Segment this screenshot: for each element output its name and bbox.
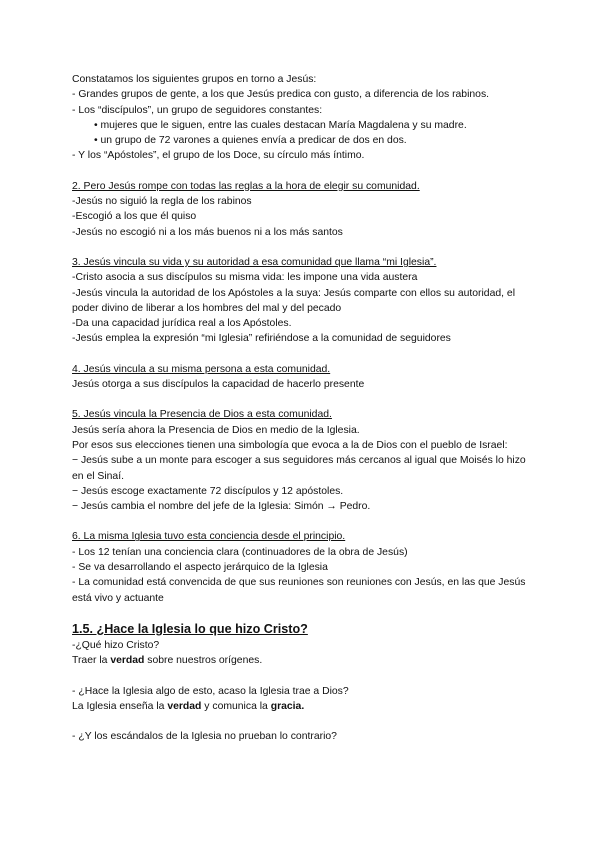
bold-word: verdad [110, 655, 145, 667]
intro-item: - Grandes grupos de gente, a los que Jesús predica con gusto, a diferencia de los rabinos. [72, 89, 490, 101]
intro-lead: Constatamos los siguientes grupos en torno a Jesús: [72, 74, 317, 85]
intro-item: - Y los “Apóstoles”, el grupo de los Doce, su círculo más íntimo. [72, 150, 365, 162]
section-3-heading: 3. Jesús vincula su vida y su autoridad a esa comunidad que llama “mi Iglesia”. [72, 256, 437, 268]
question-line: - ¿Y los escándalos de la Iglesia no prueban lo contrario? [72, 731, 337, 743]
section-4-heading: 4. Jesús vincula a su misma persona a esta comunidad. [72, 363, 331, 375]
document-body [72, 72, 532, 744]
section-3-line: -Jesús emplea la expresión “mi Iglesia” refiriéndose a la comunidad de seguidores [72, 333, 451, 345]
section-2-line: -Escogió a los que él quiso [72, 211, 197, 223]
section-1-5-heading: 1.5. ¿Hace la Iglesia lo que hizo Cristo? [72, 621, 308, 636]
section-2-heading: 2. Pero Jesús rompe con todas las reglas a la hora de elegir su comunidad. [72, 180, 420, 192]
section-5-line: − Jesús cambia el nombre del jefe de la Iglesia: Simón → Pedro. [72, 501, 371, 513]
section-5-line: Por esos sus elecciones tienen una simbología que evoca a la de Dios con el pueblo de Israel: [72, 439, 508, 451]
section-6-line: - Se va desarrollando el aspecto jerárquico de la Iglesia [72, 562, 328, 574]
section-4-line: Jesús otorga a sus discípulos la capacidad de hacerlo presente [72, 379, 365, 391]
bold-word: gracia. [270, 700, 305, 712]
question-line: -¿Qué hizo Cristo? [72, 639, 160, 651]
section-3-line: -Jesús vincula la autoridad de los Apóstoles a la suya: Jesús comparte con ellos su autoridad, el poder divino de liberar a los hombres del mal y del pecado [72, 287, 516, 314]
section-6-heading: 6. La misma Iglesia tuvo esta conciencia desde el principio. [72, 531, 346, 543]
section-3-line: -Cristo asocia a sus discípulos su misma vida: les impone una vida austera [72, 272, 418, 284]
section-5-line: − Jesús sube a un monte para escoger a sus seguidores más cercanos al igual que Moisés lo hizo en el Sinaí. [72, 455, 526, 482]
section-3-line: -Da una capacidad jurídica real a los Apóstoles. [72, 318, 292, 330]
section-5-heading: 5. Jesús vincula la Presencia de Dios a esta comunidad. [72, 409, 332, 421]
question-line: - ¿Hace la Iglesia algo de esto, acaso la Iglesia trae a Dios? [72, 685, 349, 697]
section-5-line: Jesús sería ahora la Presencia de Dios en medio de la Iglesia. [72, 424, 360, 436]
section-6-line: - La comunidad está convencida de que sus reuniones son reuniones con Jesús, en las que Jesús está vivo y actuante [72, 577, 526, 604]
intro-subitem: • mujeres que le siguen, entre las cuales destacan María Magdalena y su madre. [94, 119, 467, 131]
intro-item: - Los “discípulos”, un grupo de seguidores constantes: [72, 104, 323, 116]
section-5-line: − Jesús escoge exactamente 72 discípulos y 12 apóstoles. [72, 485, 344, 497]
answer-line: Traer la verdad sobre nuestros orígenes. [72, 655, 263, 667]
section-2-line: -Jesús no escogió ni a los más buenos ni a los más santos [72, 226, 343, 238]
bold-word: verdad [167, 700, 202, 712]
answer-line: La Iglesia enseña la verdad y comunica la gracia. [72, 700, 305, 712]
section-6-line: - Los 12 tenían una conciencia clara (continuadores de la obra de Jesús) [72, 546, 408, 558]
section-2-line: -Jesús no siguió la regla de los rabinos [72, 196, 252, 208]
intro-subitem: • un grupo de 72 varones a quienes envía a predicar de dos en dos. [94, 135, 407, 147]
